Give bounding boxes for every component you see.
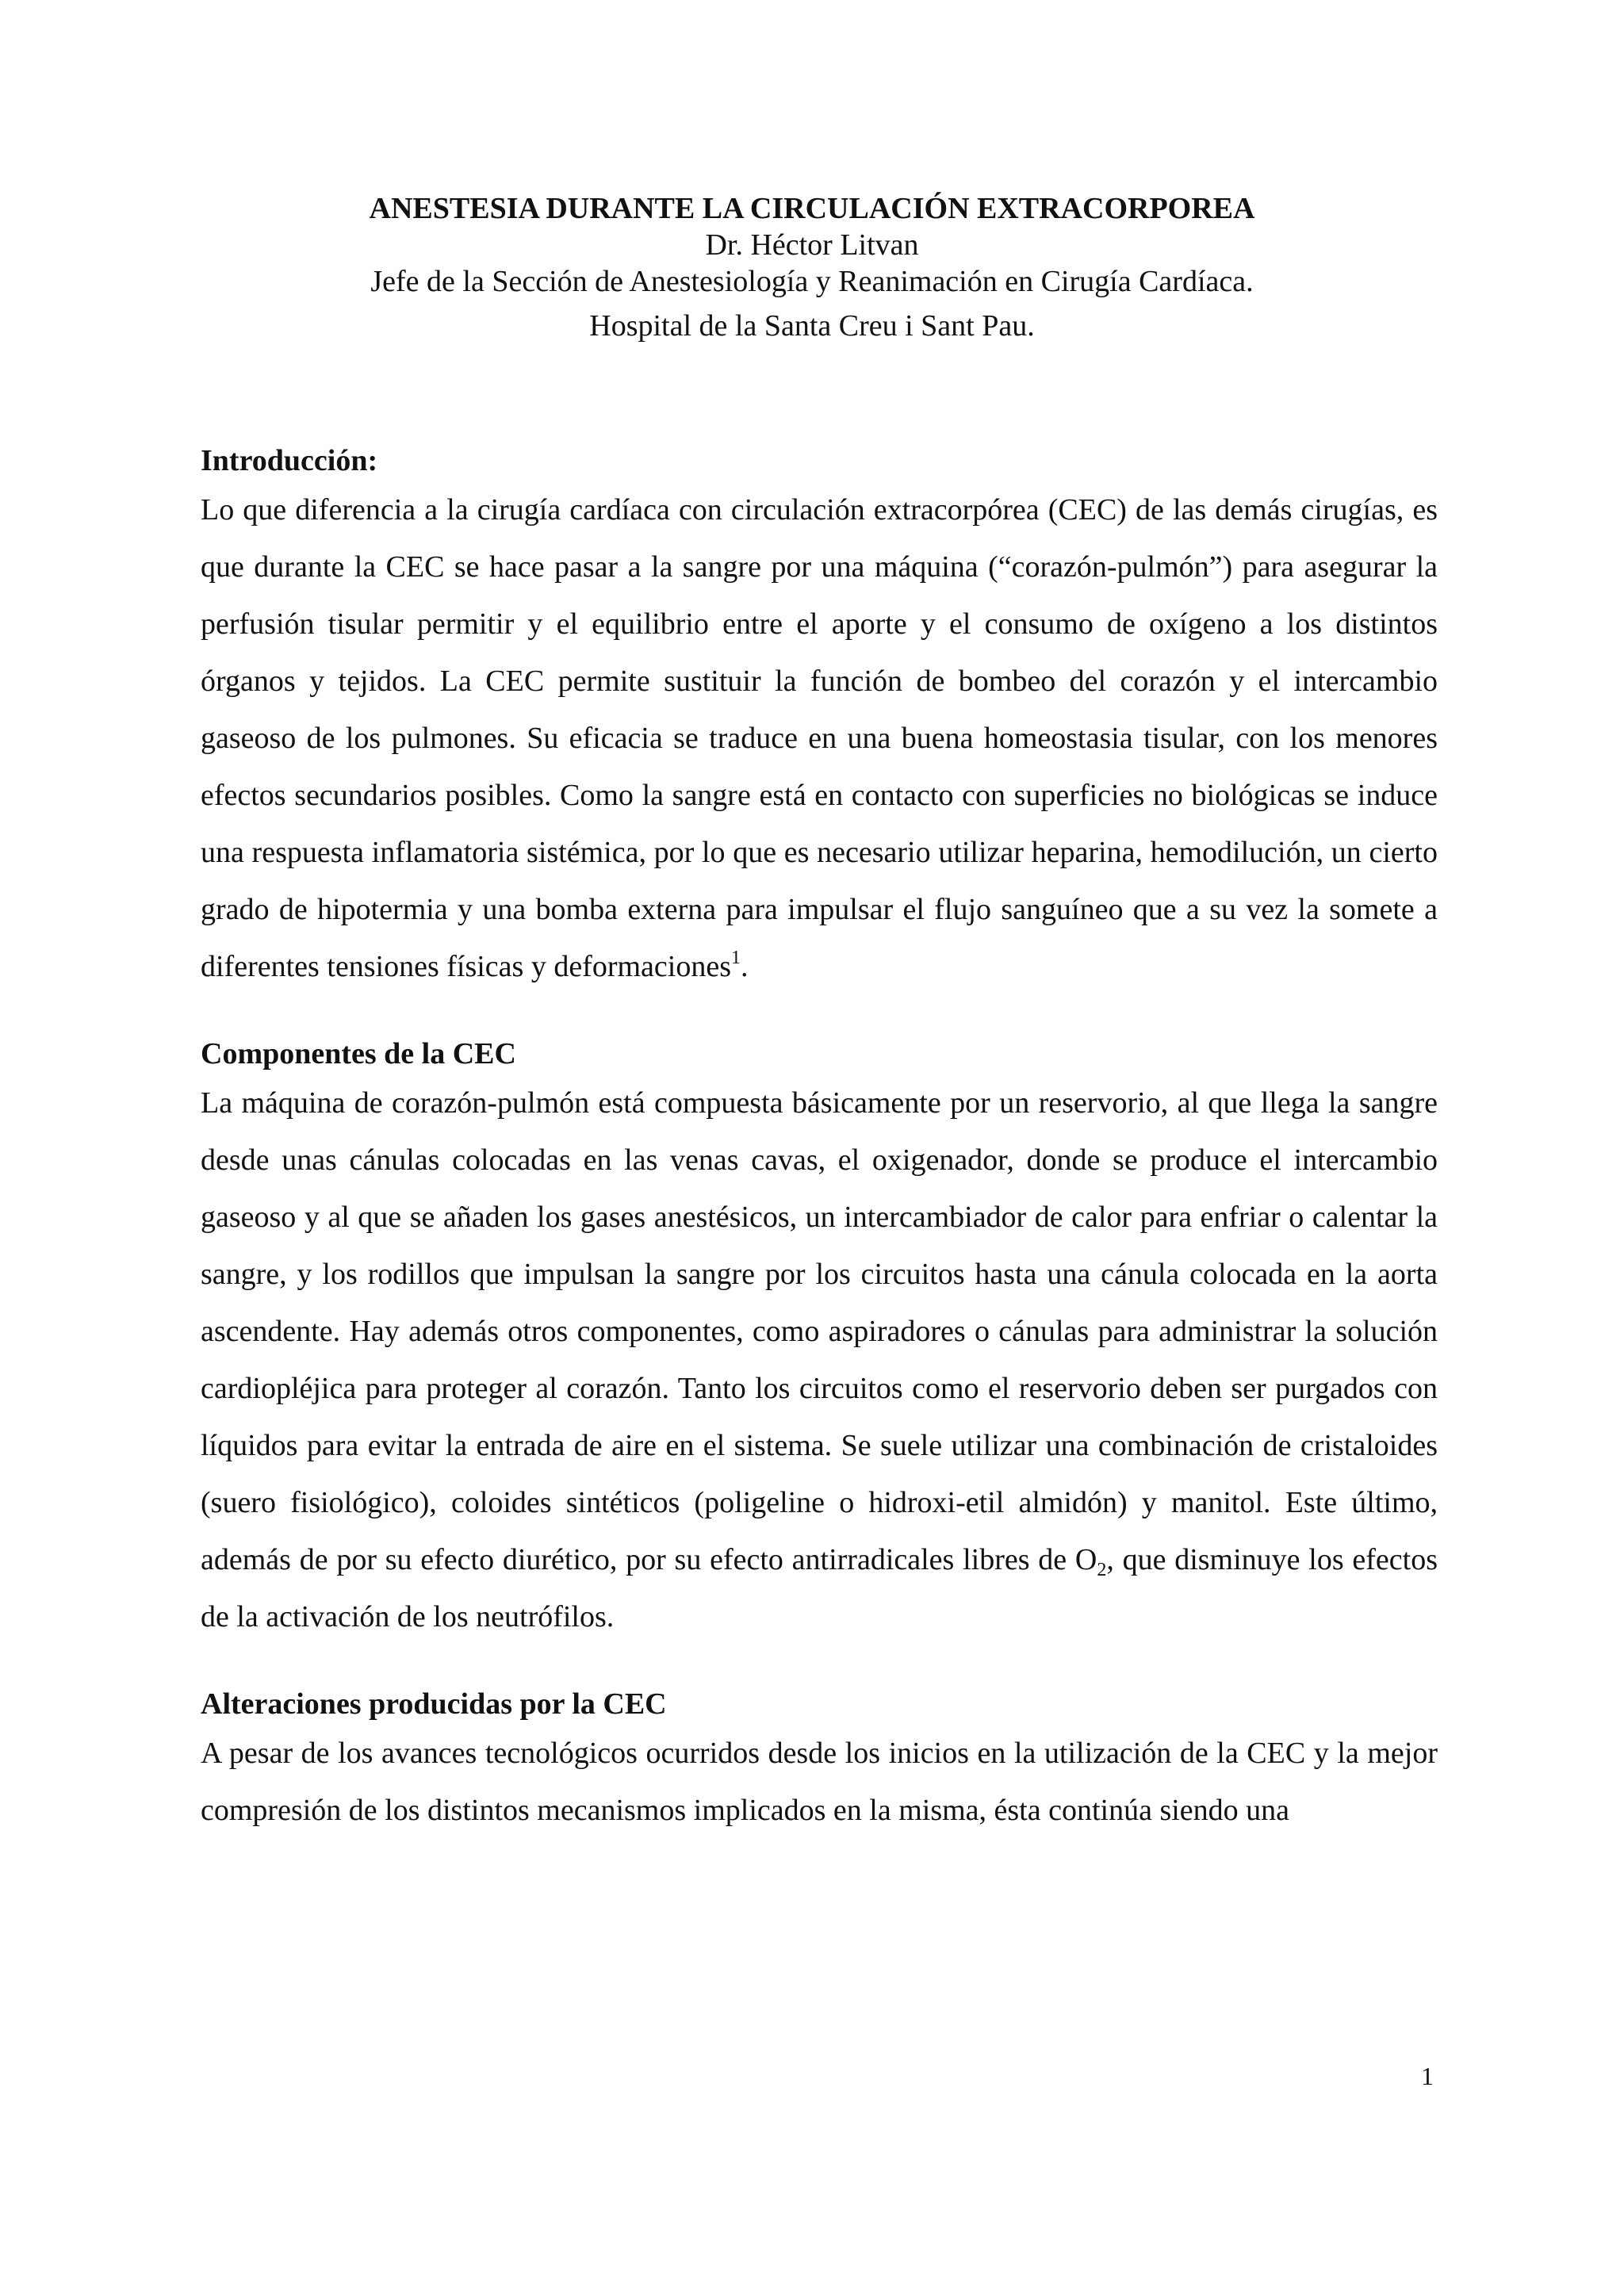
footnote-ref[interactable]: 1 xyxy=(731,948,741,968)
oxygen-subscript: 2 xyxy=(1097,1560,1107,1580)
page-number: 1 xyxy=(1421,2062,1434,2090)
paragraph-components xyxy=(201,1074,1438,1645)
paragraph-intro-end: . xyxy=(741,950,749,983)
section-title-alterations: Alteraciones producidas por la CEC xyxy=(201,1687,667,1721)
paragraph-components-text-b: , que disminuye los efectos de la activación de los neutrófilos. xyxy=(201,1543,1438,1633)
document-header xyxy=(0,190,1624,344)
paragraph-intro xyxy=(201,481,1438,995)
section-spacer xyxy=(201,995,1438,1033)
author-position: Jefe de la Sección de Anestesiología y Reanimación en Cirugía Cardíaca. xyxy=(370,265,1254,298)
section-title-intro: Introducción: xyxy=(201,444,378,477)
author-name: Dr. Héctor Litvan xyxy=(705,228,919,262)
hospital-name: Hospital de la Santa Creu i Sant Pau. xyxy=(589,309,1035,343)
document-body xyxy=(201,440,1438,1839)
section-spacer xyxy=(201,1645,1438,1683)
section-title-components: Componentes de la CEC xyxy=(201,1037,516,1070)
paragraph-alterations: A pesar de los avances tecnológicos ocurridos desde los inicios en la utilización de la CEC y la mejor compresión de los distintos mecanismos implicados en la misma, ésta continúa siendo una xyxy=(201,1737,1438,1827)
paragraph-intro-text: Lo que diferencia a la cirugía cardíaca con circulación extracorpórea (CEC) de las demás cirugías, es que durante la CEC se hace pasar a la sangre por una máquina (“corazón-pulmón”) para asegurar la perfusión tisular permitir y el equilibrio entre el aporte y el consumo de oxígeno a los distintos órganos y tejidos. La CEC permite sustituir la función de bombeo del corazón y el intercambio gaseoso de los pulmones. Su eficacia se traduce en una buena homeostasia tisular, con los menores efectos secundarios posibles. Como la sangre está en contacto con superficies no biológicas se induce una respuesta inflamatoria sistémica, por lo que es necesario utilizar heparina, hemodilución, un cierto grado de hipotermia y una bomba externa para impulsar el flujo sanguíneo que a su vez la somete a diferentes tensiones físicas y deformaciones xyxy=(201,493,1438,983)
document-title: ANESTESIA DURANTE LA CIRCULACIÓN EXTRACORPOREA xyxy=(369,192,1255,225)
paragraph-components-text-a: La máquina de corazón-pulmón está compuesta básicamente por un reservorio, al que llega la sangre desde unas cánulas colocadas en las venas cavas, el oxigenador, donde se produce el intercambio gaseoso y al que se añaden los gases anestésicos, un intercambiador de calor para enfriar o calentar la sangre, y los rodillos que impulsan la sangre por los circuitos hasta una cánula colocada en la aorta ascendente. Hay además otros componentes, como aspiradores o cánulas para administrar la solución cardiopléjica para proteger al corazón. Tanto los circuitos como el reservorio deben ser purgados con líquidos para evitar la entrada de aire en el sistema. Se suele utilizar una combinación de cristaloides (suero fisiológico), coloides sintéticos (poligeline o hidroxi-etil almidón) y manitol. Este último, además de por su efecto diurético, por su efecto antirradicales libres de O xyxy=(201,1086,1438,1576)
